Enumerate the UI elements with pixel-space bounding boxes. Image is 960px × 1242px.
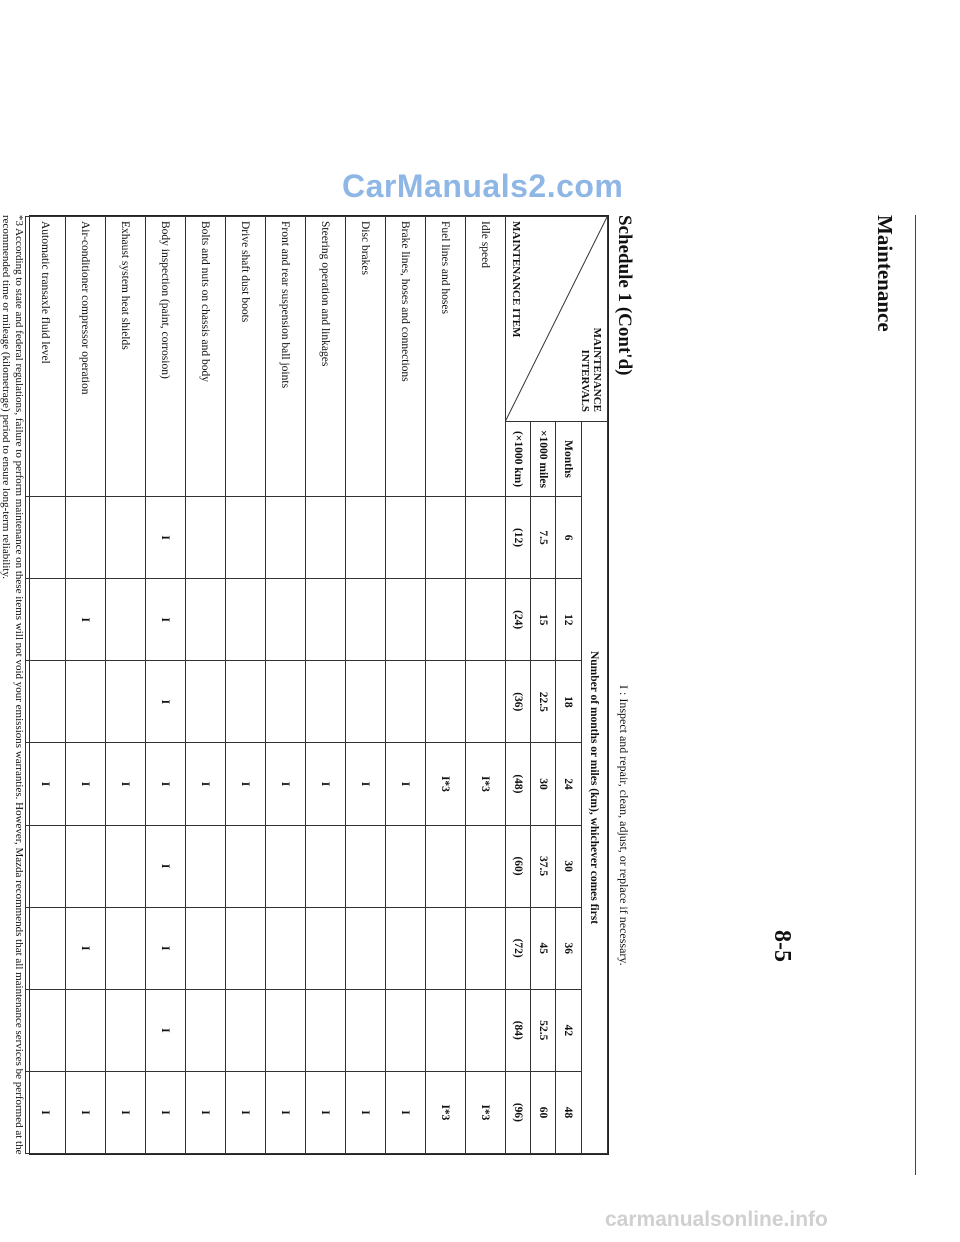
interval-mark: [106, 661, 146, 743]
interval-mark: [346, 579, 386, 661]
maintenance-item: Fuel lines and hoses: [426, 217, 466, 497]
interval-mark: I: [66, 579, 106, 661]
interval-mark: I: [386, 743, 426, 825]
month-cell: 6: [556, 497, 582, 579]
month-cell: 42: [556, 989, 582, 1071]
interval-mark: I: [186, 743, 226, 825]
interval-mark: [306, 661, 346, 743]
km-cell: (48): [506, 743, 531, 825]
interval-mark: I: [346, 743, 386, 825]
interval-mark: [26, 989, 66, 1071]
interval-mark: [466, 579, 506, 661]
interval-mark: [346, 497, 386, 579]
interval-mark: [426, 989, 466, 1071]
table-row: [226, 217, 266, 1154]
interval-mark: [306, 989, 346, 1071]
interval-mark: [346, 989, 386, 1071]
km-cell: (96): [506, 1071, 531, 1153]
interval-mark: I: [106, 743, 146, 825]
maintenance-item: Air-conditioner compressor operation: [66, 217, 106, 497]
miles-cell: 37.5: [531, 825, 556, 907]
interval-mark: I: [386, 1071, 426, 1153]
interval-mark: [226, 497, 266, 579]
interval-mark: [346, 907, 386, 989]
watermark-bottom: carmanualsonline.info: [605, 1208, 828, 1231]
interval-mark: [26, 497, 66, 579]
footnote: [0, 215, 25, 1155]
interval-mark: [26, 907, 66, 989]
interval-mark: [386, 579, 426, 661]
schedule-frame: [0, 215, 635, 1175]
km-cell: (36): [506, 661, 531, 743]
km-cell: (84): [506, 989, 531, 1071]
km-cell: (12): [506, 497, 531, 579]
item-label: MAINTENANCE ITEM: [510, 221, 522, 338]
month-cell: 18: [556, 661, 582, 743]
interval-mark: [466, 989, 506, 1071]
table-row: [186, 217, 226, 1154]
interval-mark: [266, 497, 306, 579]
interval-mark: I: [146, 1071, 186, 1153]
interval-mark: [466, 661, 506, 743]
interval-mark: [426, 907, 466, 989]
miles-cell: 60: [531, 1071, 556, 1153]
interval-mark: [306, 825, 346, 907]
interval-mark: I: [66, 743, 106, 825]
maintenance-item: Brake lines, hoses and connections: [386, 217, 426, 497]
rotated-page: [0, 215, 635, 1155]
interval-mark: [266, 579, 306, 661]
maintenance-item: Front and rear suspension ball joints: [266, 217, 306, 497]
row-label-months: Months: [556, 422, 582, 497]
interval-mark: [26, 661, 66, 743]
interval-mark: [186, 497, 226, 579]
interval-mark: [66, 661, 106, 743]
interval-mark: I: [146, 907, 186, 989]
maintenance-table: [29, 215, 609, 1155]
interval-mark: I*3: [466, 1071, 506, 1153]
interval-mark: [266, 989, 306, 1071]
header-rule: [915, 215, 916, 1175]
interval-mark: I: [26, 1071, 66, 1153]
interval-mark: [186, 989, 226, 1071]
interval-mark: [186, 661, 226, 743]
interval-mark: I*3: [426, 1071, 466, 1153]
interval-mark: I: [306, 1071, 346, 1153]
interval-mark: [106, 907, 146, 989]
interval-mark: [466, 907, 506, 989]
interval-mark: [106, 989, 146, 1071]
interval-mark: [266, 825, 306, 907]
interval-mark: [66, 825, 106, 907]
miles-cell: 30: [531, 743, 556, 825]
interval-mark: [426, 579, 466, 661]
table-row: [426, 217, 466, 1154]
interval-mark: [226, 907, 266, 989]
interval-mark: [306, 579, 346, 661]
interval-mark: [26, 579, 66, 661]
maintenance-item: Disc brakes: [346, 217, 386, 497]
corner-header: [506, 217, 608, 422]
table-row: [306, 217, 346, 1154]
miles-cell: 22.5: [531, 661, 556, 743]
table-row: [106, 217, 146, 1154]
maintenance-item: Exhaust system heat shields: [106, 217, 146, 497]
interval-mark: I: [146, 661, 186, 743]
maintenance-item: Drive shaft dust boots: [226, 217, 266, 497]
schedule-title: Schedule 1 (Cont'd): [614, 215, 635, 376]
interval-mark: [66, 989, 106, 1071]
interval-mark: [386, 989, 426, 1071]
interval-mark: I: [146, 579, 186, 661]
interval-mark: [186, 907, 226, 989]
interval-mark: I*3: [426, 743, 466, 825]
interval-mark: I: [26, 743, 66, 825]
page-number: 8-5: [769, 930, 795, 962]
miles-cell: 52.5: [531, 989, 556, 1071]
maintenance-item: Automatic transaxle fluid level: [26, 217, 66, 497]
month-cell: 12: [556, 579, 582, 661]
interval-mark: [426, 825, 466, 907]
interval-mark: [466, 825, 506, 907]
table-row: [66, 217, 106, 1154]
km-cell: (24): [506, 579, 531, 661]
interval-mark: [426, 661, 466, 743]
interval-mark: [386, 661, 426, 743]
interval-mark: [306, 497, 346, 579]
interval-mark: [66, 497, 106, 579]
interval-mark: [386, 825, 426, 907]
interval-mark: [226, 579, 266, 661]
interval-mark: [106, 825, 146, 907]
legend-text: I : Inspect and repair, clean, adjust, or replace if necessary.: [617, 685, 631, 966]
interval-mark: [226, 661, 266, 743]
footnote-text: According to state and federal regulations, failure to perform maintenance on these items will not void your emissions warranties. However, Mazda recommends that all maintenance services be performed at the recommended time or mileage (kilometrage) period to ensure long-term reliability.: [0, 215, 25, 1155]
interval-mark: [186, 579, 226, 661]
interval-mark: [346, 661, 386, 743]
interval-mark: I: [226, 1071, 266, 1153]
interval-mark: I: [266, 743, 306, 825]
interval-mark: I: [66, 907, 106, 989]
interval-mark: I: [346, 1071, 386, 1153]
table-row: [266, 217, 306, 1154]
interval-mark: [466, 497, 506, 579]
maintenance-item: Body inspection (paint, corrosion): [146, 217, 186, 497]
interval-mark: I: [266, 1071, 306, 1153]
interval-mark: [26, 825, 66, 907]
interval-mark: I: [186, 1071, 226, 1153]
intervals-label-1: MAINTENANCE: [591, 327, 603, 412]
interval-mark: [426, 497, 466, 579]
interval-mark: [386, 907, 426, 989]
table-row: [146, 217, 186, 1154]
km-cell: (72): [506, 907, 531, 989]
interval-mark: [106, 579, 146, 661]
footnote-mark: *3: [13, 215, 25, 226]
watermark-top: CarManuals2.com: [342, 168, 624, 204]
interval-mark: [386, 497, 426, 579]
interval-mark: I*3: [466, 743, 506, 825]
interval-mark: I: [146, 989, 186, 1071]
interval-mark: [346, 825, 386, 907]
miles-cell: 7.5: [531, 497, 556, 579]
interval-mark: I: [106, 1071, 146, 1153]
interval-mark: I: [146, 743, 186, 825]
interval-mark: I: [306, 743, 346, 825]
month-cell: 48: [556, 1071, 582, 1153]
interval-mark: I: [146, 825, 186, 907]
interval-mark: I: [226, 743, 266, 825]
maintenance-item: Bolts and nuts on chassis and body: [186, 217, 226, 497]
interval-mark: I: [66, 1071, 106, 1153]
interval-mark: [186, 825, 226, 907]
row-label-km: (×1000 km): [506, 422, 531, 497]
month-cell: 24: [556, 743, 582, 825]
miles-cell: 45: [531, 907, 556, 989]
span-header: Number of months or miles (km), whichever comes first: [582, 422, 608, 1154]
table-row: [386, 217, 426, 1154]
interval-mark: [266, 661, 306, 743]
table-row: [466, 217, 506, 1154]
month-cell: 30: [556, 825, 582, 907]
interval-mark: [226, 825, 266, 907]
miles-cell: 15: [531, 579, 556, 661]
section-title: Maintenance: [873, 215, 897, 332]
interval-mark: [306, 907, 346, 989]
maintenance-item: Steering operation and linkages: [306, 217, 346, 497]
row-label-miles: ×1000 miles: [531, 422, 556, 497]
interval-mark: [106, 497, 146, 579]
maintenance-item: Idle speed: [466, 217, 506, 497]
interval-mark: [226, 989, 266, 1071]
month-cell: 36: [556, 907, 582, 989]
interval-mark: I: [146, 497, 186, 579]
table-row: [346, 217, 386, 1154]
intervals-label-2: INTERVALS: [579, 349, 591, 412]
table-row: [26, 217, 66, 1154]
interval-mark: [266, 907, 306, 989]
km-cell: (60): [506, 825, 531, 907]
